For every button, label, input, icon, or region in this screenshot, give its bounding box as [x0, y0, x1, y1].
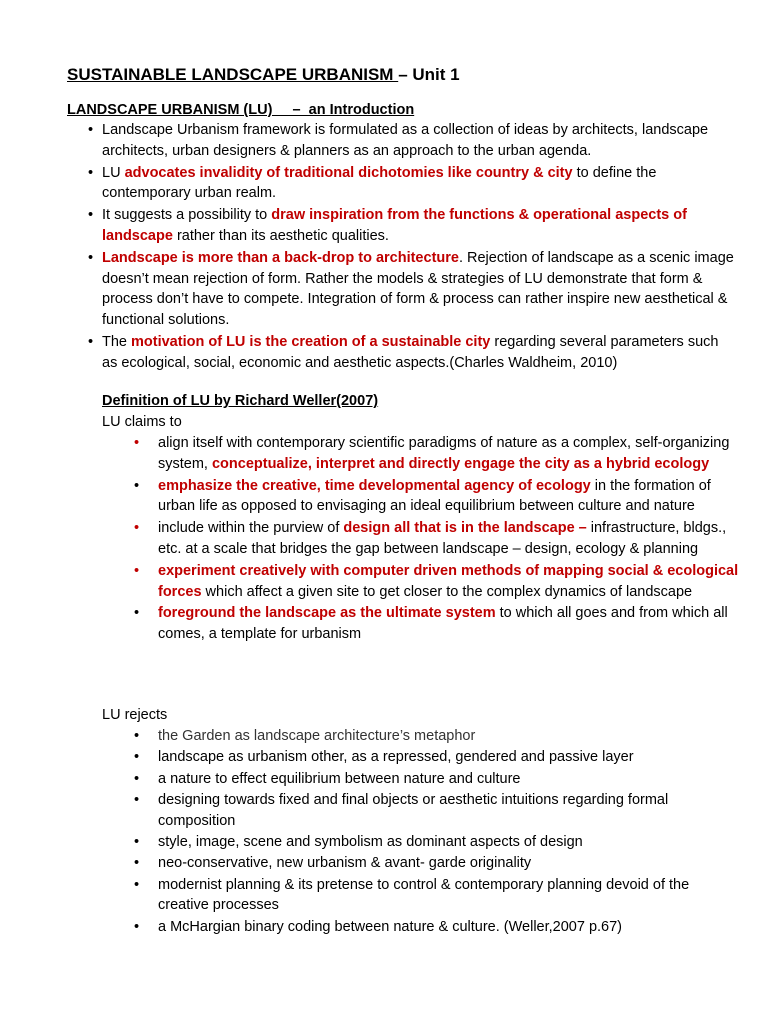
emphasis-text: experiment creatively with computer driven methods of mapping social & ecological forces — [158, 562, 739, 600]
bullet-icon: • — [134, 605, 140, 622]
bullet-icon: • — [88, 249, 94, 266]
body-text: The — [102, 333, 132, 350]
intro-list-item — [85, 248, 735, 331]
body-text: regarding several parameters such as ecological, social, economic and aesthetic aspects.(Charles Waldheim, 2010) — [102, 333, 719, 371]
definition-heading: Definition of LU by Richard Weller(2007) — [102, 393, 379, 409]
bullet-icon: • — [134, 749, 140, 766]
emphasis-text: motivation of LU is the creation of a sustainable city — [131, 333, 491, 350]
body-text: LU — [102, 164, 125, 181]
emphasis-text: design all that is in the landscape – — [343, 520, 587, 537]
document-title-main: SUSTAINABLE LANDSCAPE URBANISM — [67, 65, 399, 84]
bullet-icon: • — [134, 876, 140, 893]
bullet-icon: • — [134, 477, 140, 494]
rejects-list-item — [130, 917, 740, 938]
rejects-list-item — [130, 875, 740, 917]
body-text: which affect a given site to get closer to the complex dynamics of landscape — [201, 583, 693, 600]
bullet-icon: • — [88, 122, 94, 138]
body-text: to which all goes and from which all comes, a template for urbanism — [158, 605, 728, 643]
claims-list-item — [130, 603, 740, 645]
body-text: a McHargian binary coding between nature & culture. (Weller,2007 p.67) — [158, 918, 622, 935]
claims-list-item — [130, 476, 740, 518]
intro-list-item — [85, 120, 735, 162]
body-text: neo-conservative, new urbanism & avant- garde originality — [158, 855, 532, 872]
emphasis-text: emphasize the creative, time developmental agency of ecology — [158, 477, 591, 494]
bullet-icon: • — [134, 791, 140, 808]
intro-bullet-list — [85, 120, 735, 375]
claims-label: LU claims to — [102, 414, 182, 430]
bullet-icon: • — [134, 520, 140, 537]
emphasis-text: draw inspiration from the functions & operational aspects of landscape — [102, 207, 687, 244]
bullet-icon: • — [134, 833, 140, 850]
body-text: align itself with contemporary scientific paradigms of nature as a complex, self-organizing system, — [158, 435, 730, 472]
bullet-icon: • — [134, 435, 140, 451]
intro-heading-text: LANDSCAPE URBANISM (LU) – an Introduction — [67, 102, 415, 118]
rejects-list-item — [130, 853, 740, 874]
rejects-list-item — [130, 790, 740, 832]
intro-list-item — [85, 163, 735, 205]
body-text: landscape as urbanism other, as a repressed, gendered and passive layer — [158, 749, 634, 766]
body-text: infrastructure, bldgs., etc. at a scale that bridges the gap between landscape – design, ecology & planning — [158, 520, 727, 557]
body-text: It suggests a possibility to — [102, 207, 272, 224]
emphasis-text: foreground the landscape as the ultimate system — [158, 605, 496, 622]
claims-list-item — [130, 561, 740, 603]
bullet-icon: • — [134, 918, 140, 935]
body-text: modernist planning & its pretense to control & contemporary planning devoid of the creative processes — [158, 876, 690, 914]
body-text: rather than its aesthetic qualities. — [172, 227, 389, 244]
bullet-icon: • — [88, 164, 94, 181]
rejects-label: LU rejects — [102, 707, 168, 723]
body-text: include within the purview of — [158, 520, 344, 537]
bullet-icon: • — [134, 728, 140, 744]
body-text: . Rejection of landscape as a scenic image doesn’t mean rejection of form. Rather the models & strategies of LU demonstrate that form & process don’t have to compete. Integration of form & process can rather inspire new aesthetical & functional solutions. — [102, 249, 734, 329]
emphasis-text: Landscape is more than a back-drop to architecture — [102, 249, 459, 266]
rejects-list-item — [130, 769, 740, 790]
intro-list-item — [85, 205, 735, 247]
claims-bullet-list — [130, 433, 740, 646]
intro-heading — [67, 100, 414, 121]
claims-list-item — [130, 518, 740, 560]
bullet-icon: • — [134, 770, 140, 787]
body-text: designing towards fixed and final objects or aesthetic intuitions regarding formal composition — [158, 791, 669, 829]
body-text: style, image, scene and symbolism as dominant aspects of design — [158, 833, 583, 850]
bullet-icon: • — [134, 855, 140, 872]
document-title-unit: – Unit 1 — [398, 65, 460, 84]
body-text: Landscape Urbanism framework is formulated as a collection of ideas by architects, landscape architects, urban designers & planners as an approach to the urban agenda. — [102, 122, 709, 159]
body-text: in the formation of urban life as opposed to envisaging an ideal equilibrium between culture and nature — [158, 477, 711, 515]
claims-list-item — [130, 433, 740, 475]
body-text: the Garden as landscape architecture’s metaphor — [158, 728, 476, 744]
intro-list-item — [85, 332, 735, 374]
body-text: a nature to effect equilibrium between nature and culture — [158, 770, 521, 787]
bullet-icon: • — [134, 562, 140, 579]
rejects-list-item — [130, 726, 740, 747]
body-text: to define the contemporary urban realm. — [102, 164, 657, 202]
bullet-icon: • — [88, 333, 94, 350]
rejects-list-item — [130, 832, 740, 853]
rejects-bullet-list — [130, 726, 740, 938]
bullet-icon: • — [88, 207, 94, 224]
document-title — [67, 64, 460, 86]
emphasis-text: advocates invalidity of traditional dichotomies like country & city — [124, 164, 573, 181]
rejects-list-item — [130, 747, 740, 768]
emphasis-text: conceptualize, interpret and directly engage the city as a hybrid ecology — [211, 455, 710, 472]
